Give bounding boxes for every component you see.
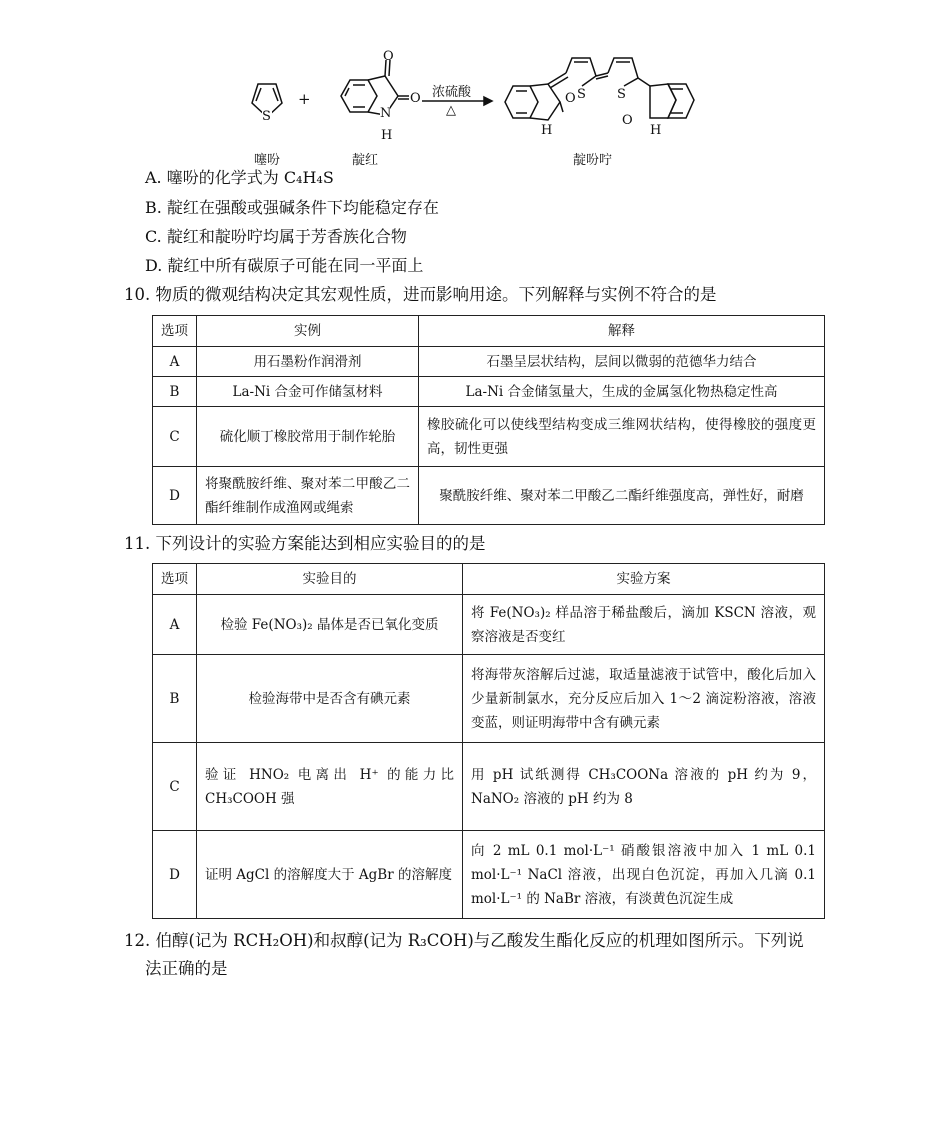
reagent-label: 浓硫酸 bbox=[432, 85, 472, 100]
header-option: 选项 bbox=[153, 564, 197, 595]
cell-option: D bbox=[153, 831, 197, 919]
cell-plan: 向 2 mL 0.1 mol·L⁻¹ 硝酸银溶液中加入 1 mL 0.1 mol·L⁻¹ NaCl 溶液，出现白色沉淀，再加入几滴 0.1 mol·L⁻¹ 的 NaBr 溶液，有淡黄色沉淀生成 bbox=[463, 831, 825, 919]
cell-example: La-Ni 合金可作储氢材料 bbox=[197, 377, 419, 407]
svg-text:S: S bbox=[262, 109, 271, 124]
header-purpose: 实验目的 bbox=[197, 564, 463, 595]
table-row bbox=[153, 743, 825, 831]
q10-stem: 10. 物质的微观结构决定其宏观性质，进而影响用途。下列解释与实例不符合的是 bbox=[124, 285, 717, 304]
product-label: 靛吩咛 bbox=[573, 153, 613, 168]
q10-table bbox=[152, 315, 825, 525]
q9-option-a[interactable]: A. 噻吩的化学式为 C₄H₄S bbox=[145, 168, 334, 187]
table-header-row bbox=[153, 316, 825, 347]
cell-plan: 将海带灰溶解后过滤，取适量滤液于试管中，酸化后加入少量新制氯水，充分反应后加入 1～2 滴淀粉溶液，溶液变蓝，则证明海带中含有碘元素 bbox=[463, 655, 825, 743]
table-row bbox=[153, 377, 825, 407]
cell-option: B bbox=[153, 377, 197, 407]
q11-stem: 11. 下列设计的实验方案能达到相应实验目的的是 bbox=[124, 534, 486, 553]
cell-explain: 石墨呈层状结构，层间以微弱的范德华力结合 bbox=[419, 347, 825, 377]
svg-text:O: O bbox=[410, 91, 421, 106]
table-row bbox=[153, 655, 825, 743]
q9-option-b[interactable]: B. 靛红在强酸或强碱条件下均能稳定存在 bbox=[145, 198, 439, 217]
cell-option: A bbox=[153, 595, 197, 655]
cell-plan: 用 pH 试纸测得 CH₃COONa 溶液的 pH 约为 9，NaNO₂ 溶液的 pH 约为 8 bbox=[463, 743, 825, 831]
isatin-structure bbox=[341, 49, 421, 143]
cell-explain: La-Ni 合金储氢量大，生成的金属氢化物热稳定性高 bbox=[419, 377, 825, 407]
svg-text:S: S bbox=[617, 87, 626, 102]
header-explain: 解释 bbox=[419, 316, 825, 347]
isatin-label: 靛红 bbox=[352, 153, 379, 168]
thiophene-structure bbox=[252, 84, 282, 124]
svg-text:O: O bbox=[622, 113, 633, 128]
q12-stem-line1: 12. 伯醇(记为 RCH₂OH)和叔醇(记为 R₃COH)与乙酸发生酯化反应的机理如图所示。下列说 bbox=[124, 931, 804, 950]
header-option: 选项 bbox=[153, 316, 197, 347]
table-row bbox=[153, 595, 825, 655]
svg-text:H: H bbox=[650, 123, 662, 138]
q11-table bbox=[152, 563, 825, 919]
cell-plan: 将 Fe(NO₃)₂ 样品溶于稀盐酸后，滴加 KSCN 溶液，观察溶液是否变红 bbox=[463, 595, 825, 655]
table-row bbox=[153, 347, 825, 377]
cell-example: 将聚酰胺纤维、聚对苯二甲酸乙二酯纤维制作成渔网或绳索 bbox=[197, 467, 419, 525]
cell-example: 硫化顺丁橡胶常用于制作轮胎 bbox=[197, 407, 419, 467]
cell-explain: 橡胶硫化可以使线型结构变成三维网状结构，使得橡胶的强度更高，韧性更强 bbox=[419, 407, 825, 467]
cell-option: A bbox=[153, 347, 197, 377]
table-row bbox=[153, 407, 825, 467]
svg-text:N: N bbox=[380, 106, 392, 121]
cell-purpose: 检验海带中是否含有碘元素 bbox=[197, 655, 463, 743]
cell-explain: 聚酰胺纤维、聚对苯二甲酸乙二酯纤维强度高，弹性好，耐磨 bbox=[419, 467, 825, 525]
cell-option: C bbox=[153, 743, 197, 831]
reaction-scheme bbox=[0, 0, 950, 150]
cell-option: B bbox=[153, 655, 197, 743]
header-example: 实例 bbox=[197, 316, 419, 347]
cell-purpose: 检验 Fe(NO₃)₂ 晶体是否已氧化变质 bbox=[197, 595, 463, 655]
svg-text:H: H bbox=[541, 123, 553, 138]
table-row bbox=[153, 467, 825, 525]
header-plan: 实验方案 bbox=[463, 564, 825, 595]
table-header-row bbox=[153, 564, 825, 595]
q9-option-d[interactable]: D. 靛红中所有碳原子可能在同一平面上 bbox=[145, 256, 424, 275]
cell-purpose: 验证 HNO₂ 电离出 H⁺ 的能力比 CH₃COOH 强 bbox=[197, 743, 463, 831]
cell-example: 用石墨粉作润滑剂 bbox=[197, 347, 419, 377]
thiophene-label: 噻吩 bbox=[254, 153, 281, 168]
indophenine-structure bbox=[505, 58, 694, 138]
heat-symbol: △ bbox=[446, 103, 456, 118]
svg-text:H: H bbox=[381, 128, 393, 143]
cell-option: C bbox=[153, 407, 197, 467]
q9-option-c[interactable]: C. 靛红和靛吩咛均属于芳香族化合物 bbox=[145, 227, 407, 246]
q12-stem-line2: 法正确的是 bbox=[145, 959, 228, 978]
svg-text:O: O bbox=[565, 91, 576, 106]
svg-text:O: O bbox=[383, 49, 394, 64]
svg-text:S: S bbox=[577, 87, 586, 102]
table-row bbox=[153, 831, 825, 919]
plus-sign: + bbox=[298, 90, 311, 108]
cell-option: D bbox=[153, 467, 197, 525]
cell-purpose: 证明 AgCl 的溶解度大于 AgBr 的溶解度 bbox=[197, 831, 463, 919]
